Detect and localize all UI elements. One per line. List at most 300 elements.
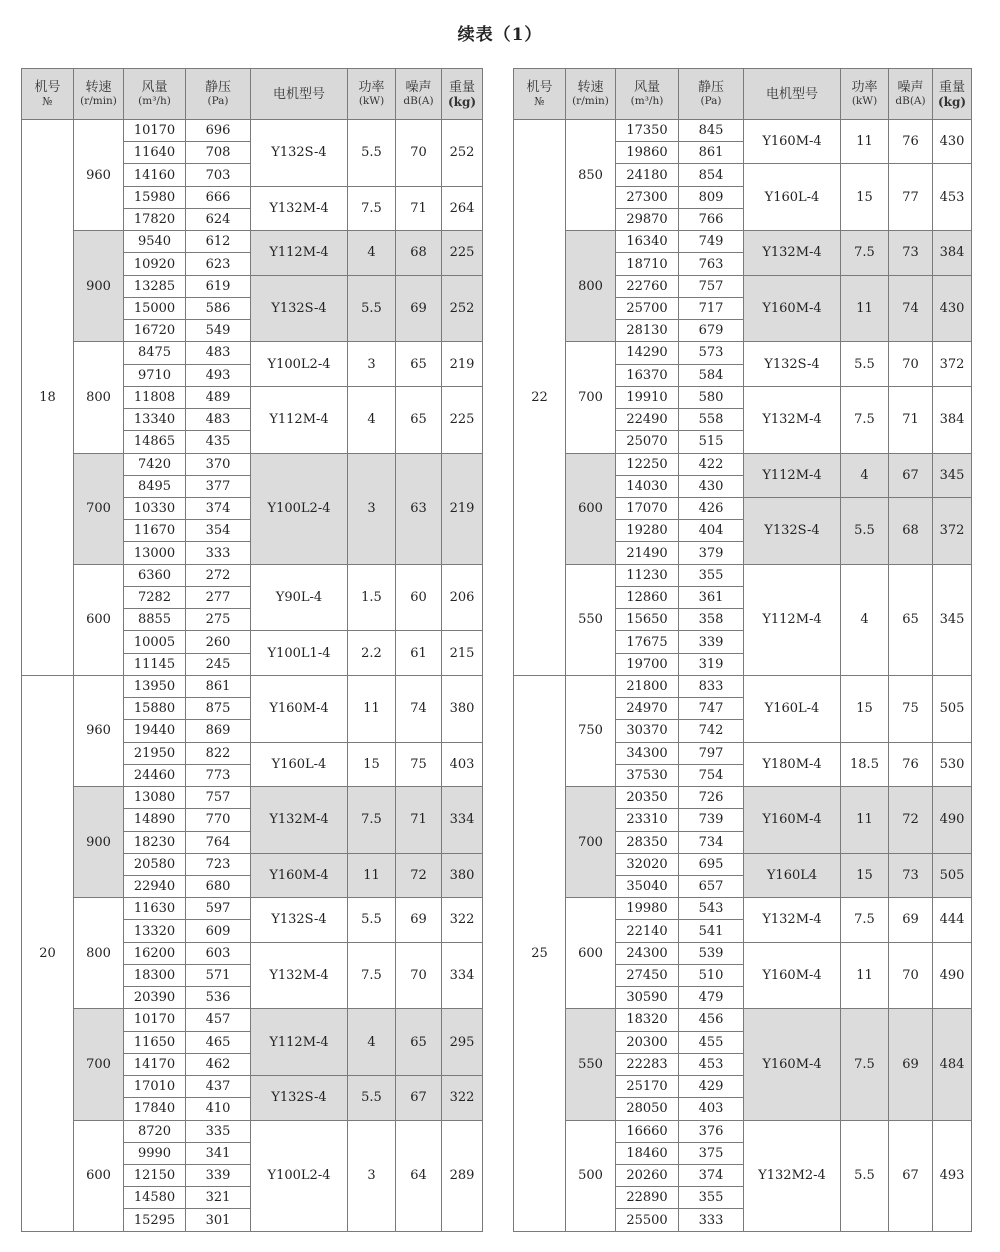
pressure-cell: 734 <box>679 831 744 853</box>
flow-cell: 22890 <box>616 1187 679 1209</box>
weight-cell: 380 <box>442 853 483 897</box>
pressure-cell: 319 <box>679 653 744 675</box>
noise-cell: 65 <box>396 1009 442 1076</box>
power-cell: 15 <box>841 675 889 742</box>
pressure-cell: 379 <box>679 542 744 564</box>
motor-model-cell: Y160M-4 <box>251 853 348 897</box>
pressure-cell: 377 <box>186 475 251 497</box>
pressure-cell: 723 <box>186 853 251 875</box>
weight-cell: 505 <box>933 675 972 742</box>
flow-cell: 19910 <box>616 386 679 408</box>
noise-cell: 60 <box>396 564 442 631</box>
weight-cell: 490 <box>933 787 972 854</box>
noise-cell: 70 <box>889 942 933 1009</box>
flow-cell: 17840 <box>124 1098 186 1120</box>
flow-cell: 35040 <box>616 875 679 897</box>
pressure-cell: 584 <box>679 364 744 386</box>
flow-cell: 21490 <box>616 542 679 564</box>
pressure-cell: 539 <box>679 942 744 964</box>
flow-cell: 17010 <box>124 1076 186 1098</box>
motor-model-cell: Y180M-4 <box>744 742 841 786</box>
speed-cell: 700 <box>566 787 616 898</box>
pressure-cell: 374 <box>186 497 251 519</box>
weight-cell: 225 <box>442 386 483 453</box>
header-motor <box>744 69 841 120</box>
pressure-cell: 510 <box>679 964 744 986</box>
power-cell: 7.5 <box>841 231 889 275</box>
table-row <box>514 675 972 697</box>
header-noise-label: 噪声 <box>897 80 924 96</box>
header-machine-no-sub: № <box>534 95 545 108</box>
flow-cell: 12150 <box>124 1165 186 1187</box>
header-weight <box>442 69 483 120</box>
pressure-cell: 536 <box>186 987 251 1009</box>
pressure-cell: 773 <box>186 764 251 786</box>
header-speed-label: 转速 <box>85 80 112 96</box>
pressure-cell: 571 <box>186 964 251 986</box>
pressure-cell: 624 <box>186 208 251 230</box>
fan-performance-table-right <box>513 68 972 1232</box>
header-flow-unit: (m³/h) <box>630 95 664 108</box>
header-pressure-unit: (Pa) <box>700 95 722 108</box>
weight-cell: 493 <box>933 1120 972 1231</box>
motor-model-cell: Y132M-4 <box>744 386 841 453</box>
flow-cell: 11630 <box>124 898 186 920</box>
header-power <box>841 69 889 120</box>
flow-cell: 15980 <box>124 186 186 208</box>
flow-cell: 13320 <box>124 920 186 942</box>
table-row <box>514 1009 972 1031</box>
header-speed <box>74 69 124 120</box>
flow-cell: 10005 <box>124 631 186 653</box>
table-row <box>22 120 483 142</box>
power-cell: 5.5 <box>841 342 889 386</box>
pressure-cell: 666 <box>186 186 251 208</box>
pressure-cell: 549 <box>186 320 251 342</box>
header-noise-unit: dB(A) <box>403 95 434 108</box>
header-speed <box>566 69 616 120</box>
flow-cell: 15880 <box>124 698 186 720</box>
power-cell: 4 <box>841 453 889 497</box>
header-speed-label: 转速 <box>577 80 604 96</box>
header-machine-no <box>22 69 74 120</box>
noise-cell: 68 <box>396 231 442 275</box>
pressure-cell: 483 <box>186 409 251 431</box>
noise-cell: 77 <box>889 164 933 231</box>
power-cell: 3 <box>348 1120 396 1231</box>
weight-cell: 252 <box>442 120 483 187</box>
table-row <box>514 787 972 809</box>
flow-cell: 14030 <box>616 475 679 497</box>
flow-cell: 10170 <box>124 120 186 142</box>
power-cell: 18.5 <box>841 742 889 786</box>
weight-cell: 206 <box>442 564 483 631</box>
flow-cell: 13285 <box>124 275 186 297</box>
table-row <box>22 342 483 364</box>
page-title: 续表（1） <box>457 25 543 45</box>
power-cell: 4 <box>841 564 889 675</box>
table-row <box>514 564 972 586</box>
weight-cell: 252 <box>442 275 483 342</box>
weight-cell: 505 <box>933 853 972 897</box>
header-noise-unit: dB(A) <box>895 95 926 108</box>
pressure-cell: 845 <box>679 120 744 142</box>
pressure-cell: 680 <box>186 875 251 897</box>
speed-cell: 700 <box>74 1009 124 1120</box>
power-cell: 4 <box>348 231 396 275</box>
flow-cell: 9540 <box>124 231 186 253</box>
pressure-cell: 726 <box>679 787 744 809</box>
speed-cell: 800 <box>566 231 616 342</box>
weight-cell: 372 <box>933 342 972 386</box>
pressure-cell: 580 <box>679 386 744 408</box>
flow-cell: 12860 <box>616 586 679 608</box>
motor-model-cell: Y100L2-4 <box>251 342 348 386</box>
table-row <box>22 231 483 253</box>
flow-cell: 10330 <box>124 497 186 519</box>
table-row <box>514 453 972 475</box>
flow-cell: 8855 <box>124 609 186 631</box>
pressure-cell: 703 <box>186 164 251 186</box>
header-pressure <box>679 69 744 120</box>
pressure-cell: 277 <box>186 586 251 608</box>
pressure-cell: 339 <box>186 1165 251 1187</box>
pressure-cell: 358 <box>679 609 744 631</box>
pressure-cell: 809 <box>679 186 744 208</box>
header-pressure-label: 静压 <box>204 80 231 96</box>
flow-cell: 34300 <box>616 742 679 764</box>
header-row <box>514 69 972 120</box>
weight-cell: 219 <box>442 453 483 564</box>
motor-model-cell: Y160L-4 <box>744 675 841 742</box>
motor-model-cell: Y160M-4 <box>251 675 348 742</box>
noise-cell: 65 <box>396 342 442 386</box>
pressure-cell: 341 <box>186 1142 251 1164</box>
flow-cell: 30370 <box>616 720 679 742</box>
header-motor-label: 电机型号 <box>272 86 325 102</box>
flow-cell: 18300 <box>124 964 186 986</box>
speed-cell: 960 <box>74 120 124 231</box>
pressure-cell: 708 <box>186 142 251 164</box>
flow-cell: 18230 <box>124 831 186 853</box>
pressure-cell: 543 <box>679 898 744 920</box>
pressure-cell: 374 <box>679 1165 744 1187</box>
noise-cell: 70 <box>396 120 442 187</box>
speed-cell: 550 <box>566 564 616 675</box>
flow-cell: 16660 <box>616 1120 679 1142</box>
flow-cell: 7420 <box>124 453 186 475</box>
noise-cell: 76 <box>889 742 933 786</box>
flow-cell: 11808 <box>124 386 186 408</box>
pressure-cell: 354 <box>186 520 251 542</box>
flow-cell: 37530 <box>616 764 679 786</box>
flow-cell: 7282 <box>124 586 186 608</box>
pressure-cell: 558 <box>679 409 744 431</box>
flow-cell: 13000 <box>124 542 186 564</box>
table-row <box>22 675 483 697</box>
power-cell: 15 <box>348 742 396 786</box>
power-cell: 15 <box>841 853 889 897</box>
speed-cell: 550 <box>566 1009 616 1120</box>
flow-cell: 25070 <box>616 431 679 453</box>
pressure-cell: 861 <box>679 142 744 164</box>
power-cell: 1.5 <box>348 564 396 631</box>
flow-cell: 11650 <box>124 1031 186 1053</box>
flow-cell: 12250 <box>616 453 679 475</box>
speed-cell: 600 <box>74 1120 124 1231</box>
flow-cell: 14170 <box>124 1053 186 1075</box>
header-machine-no <box>514 69 566 120</box>
pressure-cell: 757 <box>186 787 251 809</box>
speed-cell: 900 <box>74 787 124 898</box>
speed-cell: 800 <box>74 342 124 453</box>
power-cell: 5.5 <box>841 497 889 564</box>
power-cell: 11 <box>348 675 396 742</box>
flow-cell: 19980 <box>616 898 679 920</box>
power-cell: 5.5 <box>348 1076 396 1120</box>
motor-model-cell: Y132M-4 <box>744 898 841 942</box>
header-weight-unit: (kg) <box>937 94 967 109</box>
pressure-cell: 489 <box>186 386 251 408</box>
noise-cell: 72 <box>889 787 933 854</box>
table-row <box>22 1009 483 1031</box>
header-machine-no-label: 机号 <box>34 80 61 95</box>
noise-cell: 69 <box>396 275 442 342</box>
motor-model-cell: Y112M-4 <box>251 231 348 275</box>
pressure-cell: 603 <box>186 942 251 964</box>
motor-model-cell: Y160M-4 <box>744 942 841 1009</box>
flow-cell: 27450 <box>616 964 679 986</box>
header-weight-unit: (kg) <box>447 94 477 109</box>
flow-cell: 17675 <box>616 631 679 653</box>
speed-cell: 750 <box>566 675 616 786</box>
flow-cell: 16340 <box>616 231 679 253</box>
motor-model-cell: Y160L-4 <box>251 742 348 786</box>
table-row <box>22 1120 483 1142</box>
header-pressure <box>186 69 251 120</box>
noise-cell: 71 <box>889 386 933 453</box>
flow-cell: 9710 <box>124 364 186 386</box>
motor-model-cell: Y132M-4 <box>251 787 348 854</box>
speed-cell: 500 <box>566 1120 616 1231</box>
weight-cell: 444 <box>933 898 972 942</box>
pressure-cell: 275 <box>186 609 251 631</box>
pressure-cell: 619 <box>186 275 251 297</box>
motor-model-cell: Y132S-4 <box>251 275 348 342</box>
flow-cell: 24180 <box>616 164 679 186</box>
noise-cell: 74 <box>889 275 933 342</box>
pressure-cell: 766 <box>679 208 744 230</box>
weight-cell: 490 <box>933 942 972 1009</box>
flow-cell: 14865 <box>124 431 186 453</box>
header-power-unit: (kW) <box>358 95 385 108</box>
motor-model-cell: Y132S-4 <box>251 1076 348 1120</box>
speed-cell: 700 <box>74 453 124 564</box>
flow-cell: 22490 <box>616 409 679 431</box>
pressure-cell: 747 <box>679 698 744 720</box>
machine-no-cell: 18 <box>22 120 74 676</box>
flow-cell: 15295 <box>124 1209 186 1231</box>
noise-cell: 67 <box>396 1076 442 1120</box>
pressure-cell: 455 <box>679 1031 744 1053</box>
flow-cell: 11145 <box>124 653 186 675</box>
pressure-cell: 333 <box>679 1209 744 1231</box>
pressure-cell: 623 <box>186 253 251 275</box>
speed-cell: 600 <box>566 898 616 1009</box>
power-cell: 7.5 <box>348 942 396 1009</box>
flow-cell: 14580 <box>124 1187 186 1209</box>
pressure-cell: 586 <box>186 297 251 319</box>
header-pressure-unit: (Pa) <box>207 95 229 108</box>
pressure-cell: 272 <box>186 564 251 586</box>
pressure-cell: 493 <box>186 364 251 386</box>
flow-cell: 16370 <box>616 364 679 386</box>
pressure-cell: 410 <box>186 1098 251 1120</box>
weight-cell: 345 <box>933 453 972 497</box>
pressure-cell: 260 <box>186 631 251 653</box>
power-cell: 2.2 <box>348 631 396 675</box>
power-cell: 3 <box>348 342 396 386</box>
flow-cell: 11640 <box>124 142 186 164</box>
pressure-cell: 456 <box>679 1009 744 1031</box>
power-cell: 4 <box>348 386 396 453</box>
header-row <box>22 69 483 120</box>
weight-cell: 530 <box>933 742 972 786</box>
pressure-cell: 717 <box>679 297 744 319</box>
motor-model-cell: Y160M-4 <box>744 275 841 342</box>
flow-cell: 19700 <box>616 653 679 675</box>
header-power-label: 功率 <box>358 80 385 96</box>
power-cell: 7.5 <box>348 787 396 854</box>
weight-cell: 345 <box>933 564 972 675</box>
motor-model-cell: Y112M-4 <box>744 564 841 675</box>
pressure-cell: 757 <box>679 275 744 297</box>
power-cell: 5.5 <box>348 898 396 942</box>
noise-cell: 76 <box>889 120 933 164</box>
motor-model-cell: Y100L1-4 <box>251 631 348 675</box>
noise-cell: 72 <box>396 853 442 897</box>
noise-cell: 70 <box>889 342 933 386</box>
motor-model-cell: Y132S-4 <box>251 120 348 187</box>
header-speed-unit: (r/min) <box>572 95 609 108</box>
table-row <box>514 120 972 142</box>
pressure-cell: 321 <box>186 1187 251 1209</box>
flow-cell: 10920 <box>124 253 186 275</box>
noise-cell: 67 <box>889 453 933 497</box>
pressure-cell: 612 <box>186 231 251 253</box>
pressure-cell: 437 <box>186 1076 251 1098</box>
noise-cell: 63 <box>396 453 442 564</box>
pressure-cell: 355 <box>679 1187 744 1209</box>
flow-cell: 20350 <box>616 787 679 809</box>
noise-cell: 68 <box>889 497 933 564</box>
pressure-cell: 479 <box>679 987 744 1009</box>
motor-model-cell: Y112M-4 <box>251 386 348 453</box>
motor-model-cell: Y132M2-4 <box>744 1120 841 1231</box>
noise-cell: 71 <box>396 787 442 854</box>
noise-cell: 73 <box>889 853 933 897</box>
weight-cell: 322 <box>442 898 483 942</box>
flow-cell: 19440 <box>124 720 186 742</box>
pressure-cell: 361 <box>679 586 744 608</box>
pressure-cell: 754 <box>679 764 744 786</box>
flow-cell: 10170 <box>124 1009 186 1031</box>
flow-cell: 16200 <box>124 942 186 964</box>
header-noise <box>396 69 442 120</box>
flow-cell: 19280 <box>616 520 679 542</box>
weight-cell: 430 <box>933 120 972 164</box>
flow-cell: 25500 <box>616 1209 679 1231</box>
power-cell: 11 <box>841 942 889 1009</box>
motor-model-cell: Y132M-4 <box>744 231 841 275</box>
flow-cell: 18320 <box>616 1009 679 1031</box>
table-row <box>514 342 972 364</box>
weight-cell: 384 <box>933 231 972 275</box>
flow-cell: 11230 <box>616 564 679 586</box>
noise-cell: 75 <box>396 742 442 786</box>
header-weight <box>933 69 972 120</box>
motor-model-cell: Y112M-4 <box>251 1009 348 1076</box>
motor-model-cell: Y132S-4 <box>744 342 841 386</box>
pressure-cell: 339 <box>679 631 744 653</box>
pressure-cell: 854 <box>679 164 744 186</box>
weight-cell: 372 <box>933 497 972 564</box>
flow-cell: 28350 <box>616 831 679 853</box>
power-cell: 7.5 <box>348 186 396 230</box>
power-cell: 4 <box>348 1009 396 1076</box>
motor-model-cell: Y112M-4 <box>744 453 841 497</box>
speed-cell: 900 <box>74 231 124 342</box>
motor-model-cell: Y90L-4 <box>251 564 348 631</box>
flow-cell: 20300 <box>616 1031 679 1053</box>
weight-cell: 289 <box>442 1120 483 1231</box>
speed-cell: 850 <box>566 120 616 231</box>
header-noise <box>889 69 933 120</box>
motor-model-cell: Y160L-4 <box>744 164 841 231</box>
weight-cell: 484 <box>933 1009 972 1120</box>
flow-cell: 24460 <box>124 764 186 786</box>
pressure-cell: 541 <box>679 920 744 942</box>
weight-cell: 334 <box>442 787 483 854</box>
weight-cell: 334 <box>442 942 483 1009</box>
pressure-cell: 457 <box>186 1009 251 1031</box>
pressure-cell: 833 <box>679 675 744 697</box>
motor-model-cell: Y100L2-4 <box>251 1120 348 1231</box>
power-cell: 7.5 <box>841 386 889 453</box>
noise-cell: 65 <box>889 564 933 675</box>
pressure-cell: 739 <box>679 809 744 831</box>
flow-cell: 25170 <box>616 1076 679 1098</box>
flow-cell: 8720 <box>124 1120 186 1142</box>
header-flow <box>124 69 186 120</box>
noise-cell: 64 <box>396 1120 442 1231</box>
pressure-cell: 573 <box>679 342 744 364</box>
flow-cell: 20580 <box>124 853 186 875</box>
pressure-cell: 483 <box>186 342 251 364</box>
power-cell: 7.5 <box>841 898 889 942</box>
pressure-cell: 422 <box>679 453 744 475</box>
flow-cell: 18460 <box>616 1142 679 1164</box>
flow-cell: 22140 <box>616 920 679 942</box>
power-cell: 11 <box>841 120 889 164</box>
pressure-cell: 696 <box>186 120 251 142</box>
pressure-cell: 679 <box>679 320 744 342</box>
flow-cell: 22283 <box>616 1053 679 1075</box>
flow-cell: 6360 <box>124 564 186 586</box>
flow-cell: 13080 <box>124 787 186 809</box>
header-power-unit: (kW) <box>851 95 878 108</box>
flow-cell: 9990 <box>124 1142 186 1164</box>
